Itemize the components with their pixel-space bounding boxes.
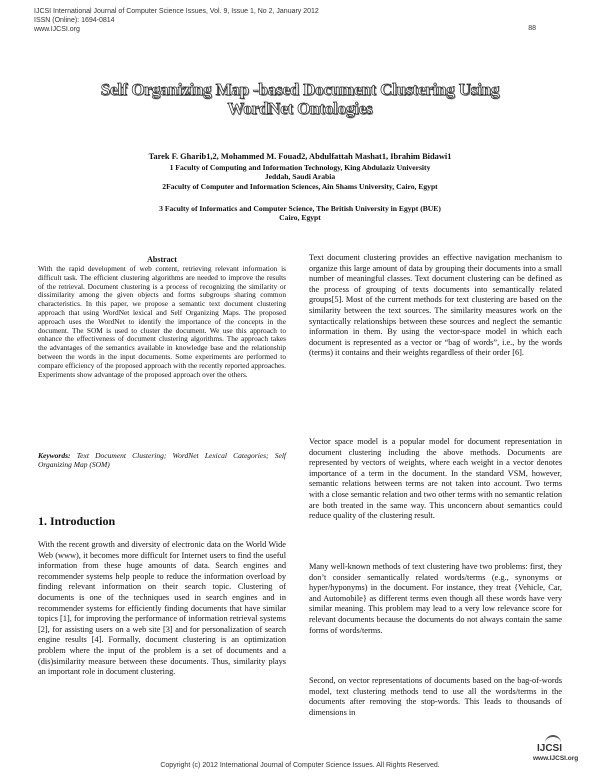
page-number: 88 [528, 25, 536, 32]
affiliation-2-line-1: 2Faculty of Computer and Information Sciences, Ain Shams University, Cairo, Egypt [162, 182, 438, 191]
introduction-text: With the recent growth and diversity of electronic data on the World Wide Web (www), it becomes more difficult for Internet users to find the useful information from these huge amounts of data. Search engines and recommender systems help people to reduce the information overload by finding relevant information on their search topic. Clustering of documents is one of the techniques used in search engines and in recommender systems for efficiently finding documents that have similar topics [1], for improving the performance of information retrieval systems [2], for assisting users on a web site [3] and for personalization of search engine results [4]. Formally, document clustering is an optimization problem where the input of the problem is a set of documents and a (dis)similarity measure between these documents. Thus, similarity plays an important role in document clustering. [38, 540, 286, 677]
logo-mark: IJCSI [537, 743, 563, 754]
paper-title [60, 80, 540, 118]
copyright-footer: Copyright (c) 2012 International Journal of Computer Science Issues. All Rights Reserved. [160, 762, 440, 769]
keywords-label: Keywords: [38, 451, 71, 460]
right-col-paragraph-1: Text document clustering provides an effective navigation mechanism to organize this large amount of data by grouping their documents into a small number of meaningful classes. Text document clustering can be defined as the process of grouping of texts documents into semantically related groups[5]. Most of the current methods for text clustering are based on the similarity between the text sources. The similarity measures work on the syntactically relationships between these sources and neglect the semantic information in them. By using the vector-space model in which each document is represented as a vector or “bag of words”, i.e., by the words (terms) it contains and their weights regardless of their order [6]. [309, 253, 562, 358]
keywords [38, 451, 286, 469]
abstract-heading: Abstract [147, 255, 177, 264]
affiliation-3-line-1: 3 Faculty of Informatics and Computer Science, The British University in Egypt (BUE) [159, 204, 441, 213]
title-line-1: Self Organizing Map -based Document Clustering Using [100, 80, 500, 99]
keywords-text: Text Document Clustering; WordNet Lexical Categories; Self Organizing Map (SOM) [38, 451, 286, 469]
affiliation-3-line-2: Cairo, Egypt [279, 213, 321, 223]
affiliation-1 [80, 163, 520, 182]
journal-logo [533, 735, 579, 765]
affiliation-2 [80, 182, 520, 191]
affiliation-3 [80, 204, 520, 223]
journal-name: IJCSI International Journal of Computer Science Issues, Vol. 9, Issue 1, No 2, January 2012 [34, 8, 319, 15]
logo-url: www.IJCSI.org [533, 755, 579, 762]
section-heading-introduction: 1. Introduction [38, 514, 116, 528]
abstract-text: With the rapid development of web content, retrieving relevant information is difficult task. The efficient clustering algorithms are needed to improve the results of the retrieval. Document clustering is a process of recognizing the similarity or dissimilarity among the given objects and forms subgroups sharing common characteristics. In this paper, we propose a semantic text document clustering approach that using WordNet lexical and Self Organizing Maps. The proposed approach uses the WordNet to identify the importance of the concepts in the document. The SOM is used to cluster the document. We use this approach to enhance the effectiveness of document clustering algorithms. The approach takes the advantages of the semantics available in knowledge base and the relationship between the words in the input documents. Some experiments are performed to compare efficiency of the proposed approach with the recently reported approaches. Experiments show advantage of the proposed approach over the others. [38, 264, 286, 379]
affiliation-1-line-2: Jeddah, Saudi Arabia [264, 172, 336, 182]
issn: ISSN (Online): 1694-0814 [34, 17, 115, 24]
journal-site[interactable]: www.IJCSI.org [34, 26, 80, 33]
right-col-paragraph-2: Vector space model is a popular model for document representation in document clustering including the above methods. Documents are represented by vectors of weights, where each weight in a vector denotes importance of a term in the document. In the standard VSM, however, semantic relations between terms are not taken into account. Two terms with a close semantic relation and two other terms with no semantic relation are both treated in the same way. This unconcern about semantics could reduce quality of the clustering result. [309, 437, 562, 521]
title-line-2: WordNet Ontologies [227, 99, 373, 118]
right-col-paragraph-4: Second, on vector representations of documents based on the bag-of-words model, text clustering methods tend to use all the words/terms in the documents after removing the stop-words. This leads to thousands of dimensions in [309, 676, 562, 717]
affiliation-1-line-1: 1 Faculty of Computing and Information Technology, King Abdulaziz University [169, 163, 431, 172]
author-list: Tarek F. Gharib1,2, Mohammed M. Fouad2, Abdulfattah Mashat1, Ibrahim Bidawi1 [148, 152, 452, 161]
running-header [34, 7, 319, 34]
right-col-paragraph-3: Many well-known methods of text clustering have two problems: first, they don’t consider semantically related words/terms (e.g., synonyms or hyper/hyponyms) in the document. For instance, they treat {Vehicle, Car, and Automobile} as different terms even though all these words have very similar meaning. This problem may lead to a very low relevance score for relevant documents because the documents do not always contain the same forms of words/terms. [309, 562, 562, 635]
